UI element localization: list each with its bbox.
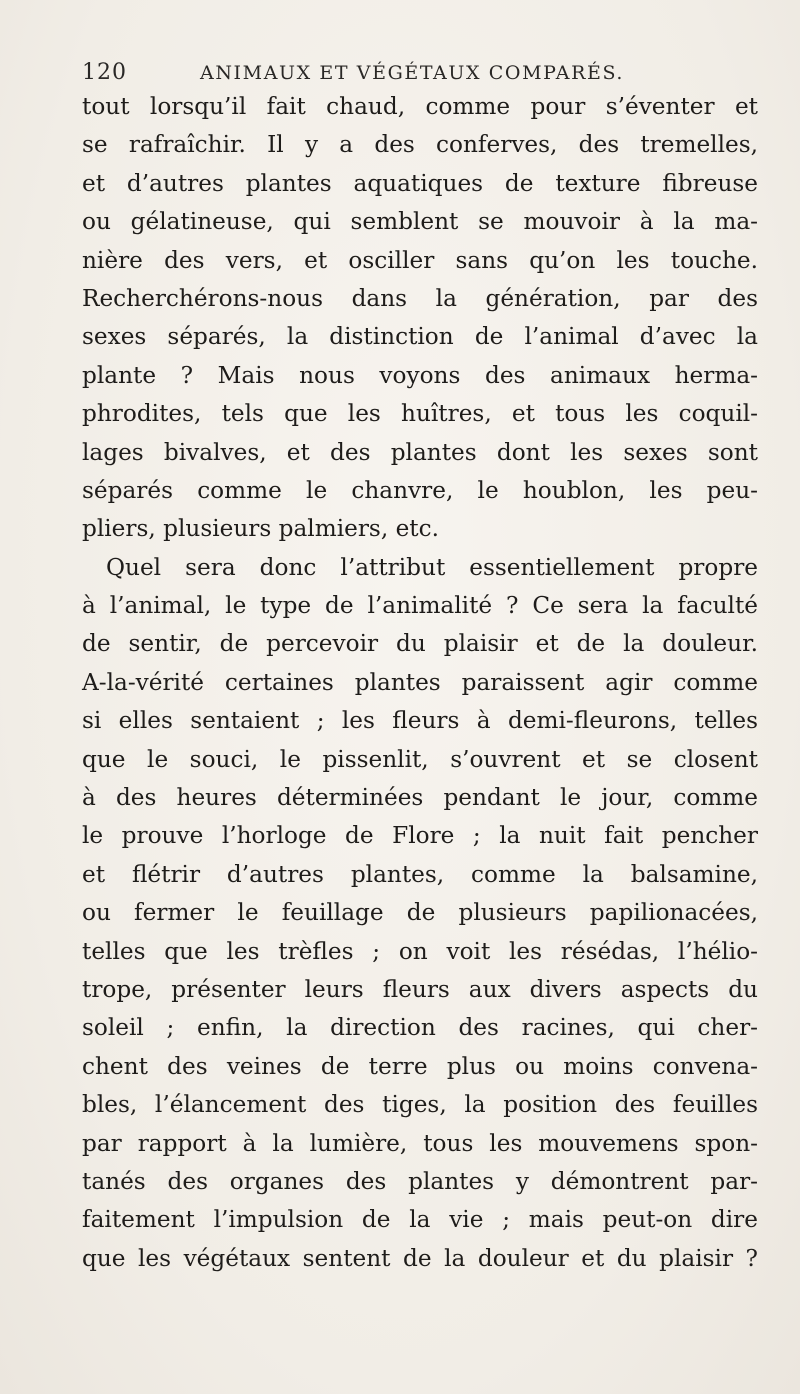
text-line-5: nière des vers, et osciller sans qu’on les touche. [82, 246, 758, 274]
page-header [82, 58, 742, 90]
text-line-7: sexes séparés, la distinction de l’animal d’avec la [82, 323, 758, 351]
text-line-9: phrodites, tels que les huîtres, et tous les coquil- [82, 400, 758, 428]
text-line-30: faitement l’impulsion de la vie ; mais peut-on dire [82, 1206, 758, 1234]
text-line-26: chent des veines de terre plus ou moins convena- [82, 1052, 758, 1080]
text-line-28: par rapport à la lumière, tous les mouvemens spon- [82, 1129, 758, 1157]
body-text [82, 88, 758, 1278]
page-number: 120 [82, 60, 127, 85]
text-line-14: à l’animal, le type de l’animalité ? Ce sera la faculté [82, 592, 758, 620]
text-line-10: lages bivalves, et des plantes dont les sexes sont [82, 438, 758, 466]
text-line-12: pliers, plusieurs palmiers, etc. [82, 515, 439, 543]
running-title: ANIMAUX ET VÉGÉTAUX COMPARÉS. [200, 62, 625, 84]
text-line-13: Quel sera donc l’attribut essentiellement propre [106, 553, 758, 581]
text-line-24: trope, présenter leurs fleurs aux divers aspects du [82, 975, 758, 1003]
text-line-18: que le souci, le pissenlit, s’ouvrent et se closent [82, 745, 758, 773]
text-line-17: si elles sentaient ; les fleurs à demi-fleurons, telles [82, 707, 758, 735]
text-line-29: tanés des organes des plantes y démontrent par- [82, 1167, 758, 1195]
text-line-20: le prouve l’horloge de Flore ; la nuit fait pencher [82, 822, 758, 850]
text-line-4: ou gélatineuse, qui semblent se mouvoir à la ma- [82, 208, 758, 236]
text-line-1: tout lorsqu’il fait chaud, comme pour s’éventer et [82, 93, 758, 120]
text-line-25: soleil ; enfin, la direction des racines, qui cher- [82, 1014, 758, 1042]
text-line-22: ou fermer le feuillage de plusieurs papilionacées, [82, 899, 758, 927]
text-line-21: et flétrir d’autres plantes, comme la balsamine, [82, 860, 758, 888]
text-line-15: de sentir, de percevoir du plaisir et de la douleur. [82, 630, 758, 658]
text-line-23: telles que les trèfles ; on voit les résédas, l’hélio- [82, 937, 758, 965]
text-line-2: se rafraîchir. Il y a des conferves, des tremelles, [82, 131, 758, 159]
text-line-16: A-la-vérité certaines plantes paraissent agir comme [82, 668, 758, 696]
text-line-3: et d’autres plantes aquatiques de texture fibreuse [82, 169, 758, 197]
text-line-8: plante ? Mais nous voyons des animaux herma- [82, 361, 758, 389]
text-line-6: Recherchérons-nous dans la génération, par des [82, 284, 758, 312]
text-line-27: bles, l’élancement des tiges, la position des feuilles [82, 1091, 758, 1119]
text-line-19: à des heures déterminées pendant le jour, comme [82, 784, 758, 812]
text-line-11: séparés comme le chanvre, le houblon, les peu- [82, 476, 758, 504]
text-line-31: que les végétaux sentent de la douleur et du plaisir ? [82, 1244, 758, 1272]
